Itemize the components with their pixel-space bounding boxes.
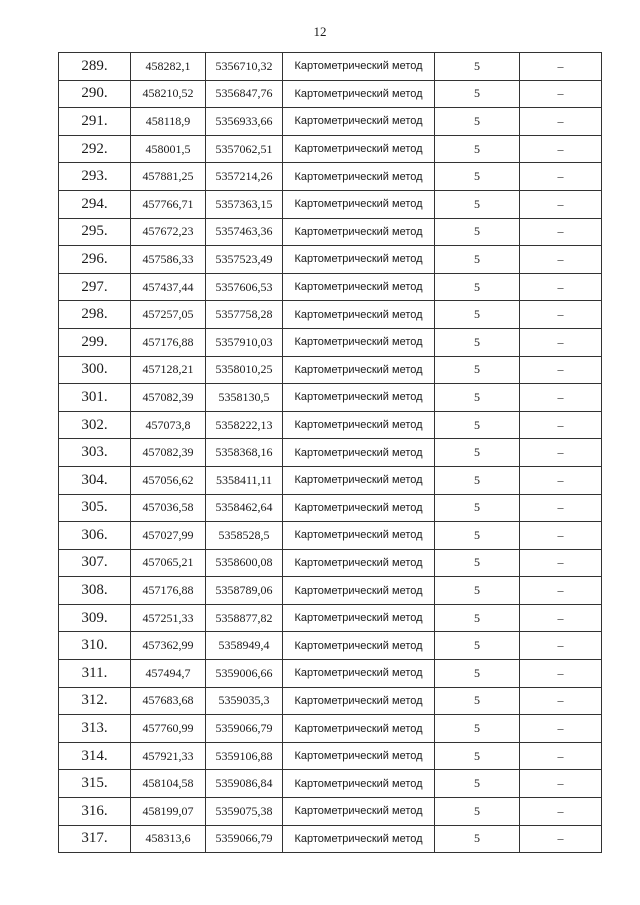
coordinate-y: 5356710,32 bbox=[206, 53, 283, 81]
coordinate-y: 5358949,4 bbox=[206, 632, 283, 660]
accuracy-value: 5 bbox=[435, 687, 520, 715]
coordinate-y: 5359035,3 bbox=[206, 687, 283, 715]
coordinate-y: 5357758,28 bbox=[206, 301, 283, 329]
accuracy-value: 5 bbox=[435, 108, 520, 136]
coordinate-y: 5358600,08 bbox=[206, 549, 283, 577]
coordinate-y: 5356933,66 bbox=[206, 108, 283, 136]
point-number: 290. bbox=[59, 80, 131, 108]
point-number: 289. bbox=[59, 53, 131, 81]
note-cell: – bbox=[520, 411, 602, 439]
note-cell: – bbox=[520, 80, 602, 108]
point-number: 297. bbox=[59, 273, 131, 301]
accuracy-value: 5 bbox=[435, 715, 520, 743]
table-row bbox=[59, 660, 602, 688]
table-row bbox=[59, 577, 602, 605]
accuracy-value: 5 bbox=[435, 632, 520, 660]
coordinate-y: 5359075,38 bbox=[206, 798, 283, 826]
table-row bbox=[59, 522, 602, 550]
accuracy-value: 5 bbox=[435, 135, 520, 163]
coordinate-x: 457766,71 bbox=[131, 190, 206, 218]
accuracy-value: 5 bbox=[435, 218, 520, 246]
point-number: 305. bbox=[59, 494, 131, 522]
determination-method: Картометрический метод bbox=[283, 798, 435, 826]
coordinates-table bbox=[58, 52, 602, 853]
table-row bbox=[59, 742, 602, 770]
coordinate-y: 5358010,25 bbox=[206, 356, 283, 384]
table-row bbox=[59, 411, 602, 439]
note-cell: – bbox=[520, 577, 602, 605]
note-cell: – bbox=[520, 108, 602, 136]
note-cell: – bbox=[520, 825, 602, 853]
point-number: 304. bbox=[59, 466, 131, 494]
accuracy-value: 5 bbox=[435, 577, 520, 605]
coordinate-x: 457082,39 bbox=[131, 439, 206, 467]
table-row bbox=[59, 301, 602, 329]
point-number: 314. bbox=[59, 742, 131, 770]
determination-method: Картометрический метод bbox=[283, 715, 435, 743]
determination-method: Картометрический метод bbox=[283, 356, 435, 384]
accuracy-value: 5 bbox=[435, 522, 520, 550]
note-cell: – bbox=[520, 246, 602, 274]
determination-method: Картометрический метод bbox=[283, 660, 435, 688]
note-cell: – bbox=[520, 687, 602, 715]
note-cell: – bbox=[520, 163, 602, 191]
accuracy-value: 5 bbox=[435, 770, 520, 798]
coordinate-y: 5358528,5 bbox=[206, 522, 283, 550]
accuracy-value: 5 bbox=[435, 798, 520, 826]
table-row bbox=[59, 466, 602, 494]
point-number: 302. bbox=[59, 411, 131, 439]
coordinate-y: 5356847,76 bbox=[206, 80, 283, 108]
table-row bbox=[59, 356, 602, 384]
determination-method: Картометрический метод bbox=[283, 577, 435, 605]
table-row bbox=[59, 439, 602, 467]
determination-method: Картометрический метод bbox=[283, 632, 435, 660]
coordinate-x: 458104,58 bbox=[131, 770, 206, 798]
accuracy-value: 5 bbox=[435, 356, 520, 384]
determination-method: Картометрический метод bbox=[283, 328, 435, 356]
point-number: 293. bbox=[59, 163, 131, 191]
note-cell: – bbox=[520, 218, 602, 246]
table-row bbox=[59, 273, 602, 301]
table-row bbox=[59, 715, 602, 743]
point-number: 300. bbox=[59, 356, 131, 384]
note-cell: – bbox=[520, 798, 602, 826]
table-row bbox=[59, 604, 602, 632]
determination-method: Картометрический метод bbox=[283, 522, 435, 550]
coordinate-x: 457176,88 bbox=[131, 577, 206, 605]
coordinate-y: 5357062,51 bbox=[206, 135, 283, 163]
coordinate-y: 5359066,79 bbox=[206, 715, 283, 743]
note-cell: – bbox=[520, 604, 602, 632]
point-number: 308. bbox=[59, 577, 131, 605]
coordinate-y: 5357214,26 bbox=[206, 163, 283, 191]
table-row bbox=[59, 770, 602, 798]
determination-method: Картометрический метод bbox=[283, 742, 435, 770]
coordinate-x: 458313,6 bbox=[131, 825, 206, 853]
accuracy-value: 5 bbox=[435, 328, 520, 356]
determination-method: Картометрический метод bbox=[283, 218, 435, 246]
point-number: 296. bbox=[59, 246, 131, 274]
table-row bbox=[59, 218, 602, 246]
point-number: 312. bbox=[59, 687, 131, 715]
table-row bbox=[59, 825, 602, 853]
accuracy-value: 5 bbox=[435, 384, 520, 412]
determination-method: Картометрический метод bbox=[283, 549, 435, 577]
coordinate-x: 457683,68 bbox=[131, 687, 206, 715]
determination-method: Картометрический метод bbox=[283, 687, 435, 715]
coordinate-x: 457176,88 bbox=[131, 328, 206, 356]
determination-method: Картометрический метод bbox=[283, 384, 435, 412]
table-row bbox=[59, 53, 602, 81]
determination-method: Картометрический метод bbox=[283, 163, 435, 191]
coordinate-x: 458001,5 bbox=[131, 135, 206, 163]
point-number: 313. bbox=[59, 715, 131, 743]
table-row bbox=[59, 246, 602, 274]
determination-method: Картометрический метод bbox=[283, 466, 435, 494]
point-number: 317. bbox=[59, 825, 131, 853]
coordinate-y: 5357463,36 bbox=[206, 218, 283, 246]
note-cell: – bbox=[520, 328, 602, 356]
note-cell: – bbox=[520, 273, 602, 301]
coordinate-x: 457437,44 bbox=[131, 273, 206, 301]
table-row bbox=[59, 135, 602, 163]
determination-method: Картометрический метод bbox=[283, 80, 435, 108]
table-row bbox=[59, 190, 602, 218]
determination-method: Картометрический метод bbox=[283, 770, 435, 798]
coordinate-y: 5359086,84 bbox=[206, 770, 283, 798]
determination-method: Картометрический метод bbox=[283, 494, 435, 522]
coordinate-x: 457586,33 bbox=[131, 246, 206, 274]
table-row bbox=[59, 798, 602, 826]
point-number: 303. bbox=[59, 439, 131, 467]
note-cell: – bbox=[520, 770, 602, 798]
table-row bbox=[59, 632, 602, 660]
coordinate-x: 457082,39 bbox=[131, 384, 206, 412]
table-row bbox=[59, 328, 602, 356]
note-cell: – bbox=[520, 742, 602, 770]
point-number: 306. bbox=[59, 522, 131, 550]
coordinate-x: 457251,33 bbox=[131, 604, 206, 632]
accuracy-value: 5 bbox=[435, 273, 520, 301]
coordinate-x: 457672,23 bbox=[131, 218, 206, 246]
note-cell: – bbox=[520, 715, 602, 743]
determination-method: Картометрический метод bbox=[283, 273, 435, 301]
coordinate-x: 457036,58 bbox=[131, 494, 206, 522]
note-cell: – bbox=[520, 522, 602, 550]
note-cell: – bbox=[520, 135, 602, 163]
point-number: 295. bbox=[59, 218, 131, 246]
coordinate-x: 457760,99 bbox=[131, 715, 206, 743]
accuracy-value: 5 bbox=[435, 660, 520, 688]
accuracy-value: 5 bbox=[435, 604, 520, 632]
accuracy-value: 5 bbox=[435, 466, 520, 494]
point-number: 310. bbox=[59, 632, 131, 660]
coordinate-y: 5357523,49 bbox=[206, 246, 283, 274]
coordinate-y: 5358462,64 bbox=[206, 494, 283, 522]
coordinate-y: 5359006,66 bbox=[206, 660, 283, 688]
coordinate-y: 5358368,16 bbox=[206, 439, 283, 467]
point-number: 292. bbox=[59, 135, 131, 163]
determination-method: Картометрический метод bbox=[283, 135, 435, 163]
determination-method: Картометрический метод bbox=[283, 825, 435, 853]
determination-method: Картометрический метод bbox=[283, 439, 435, 467]
accuracy-value: 5 bbox=[435, 742, 520, 770]
table-row bbox=[59, 80, 602, 108]
accuracy-value: 5 bbox=[435, 494, 520, 522]
accuracy-value: 5 bbox=[435, 190, 520, 218]
coordinate-x: 457881,25 bbox=[131, 163, 206, 191]
determination-method: Картометрический метод bbox=[283, 190, 435, 218]
point-number: 301. bbox=[59, 384, 131, 412]
coordinate-y: 5358222,13 bbox=[206, 411, 283, 439]
coordinate-y: 5358789,06 bbox=[206, 577, 283, 605]
note-cell: – bbox=[520, 549, 602, 577]
coordinate-x: 457128,21 bbox=[131, 356, 206, 384]
coordinates-table-body bbox=[59, 53, 602, 853]
note-cell: – bbox=[520, 301, 602, 329]
determination-method: Картометрический метод bbox=[283, 53, 435, 81]
accuracy-value: 5 bbox=[435, 163, 520, 191]
coordinate-x: 457073,8 bbox=[131, 411, 206, 439]
coordinate-y: 5359066,79 bbox=[206, 825, 283, 853]
point-number: 309. bbox=[59, 604, 131, 632]
table-row bbox=[59, 384, 602, 412]
accuracy-value: 5 bbox=[435, 549, 520, 577]
coordinate-x: 457362,99 bbox=[131, 632, 206, 660]
page-number: 12 bbox=[313, 24, 327, 39]
table-row bbox=[59, 163, 602, 191]
table-row bbox=[59, 687, 602, 715]
coordinate-y: 5357910,03 bbox=[206, 328, 283, 356]
note-cell: – bbox=[520, 384, 602, 412]
coordinate-x: 457056,62 bbox=[131, 466, 206, 494]
point-number: 294. bbox=[59, 190, 131, 218]
point-number: 311. bbox=[59, 660, 131, 688]
accuracy-value: 5 bbox=[435, 246, 520, 274]
accuracy-value: 5 bbox=[435, 301, 520, 329]
point-number: 307. bbox=[59, 549, 131, 577]
determination-method: Картометрический метод bbox=[283, 411, 435, 439]
note-cell: – bbox=[520, 439, 602, 467]
coordinate-x: 458199,07 bbox=[131, 798, 206, 826]
coordinate-x: 457257,05 bbox=[131, 301, 206, 329]
coordinate-y: 5359106,88 bbox=[206, 742, 283, 770]
coordinate-y: 5357606,53 bbox=[206, 273, 283, 301]
coordinate-y: 5358877,82 bbox=[206, 604, 283, 632]
coordinate-y: 5358411,11 bbox=[206, 466, 283, 494]
note-cell: – bbox=[520, 53, 602, 81]
note-cell: – bbox=[520, 494, 602, 522]
point-number: 316. bbox=[59, 798, 131, 826]
coordinate-y: 5358130,5 bbox=[206, 384, 283, 412]
determination-method: Картометрический метод bbox=[283, 246, 435, 274]
accuracy-value: 5 bbox=[435, 411, 520, 439]
note-cell: – bbox=[520, 632, 602, 660]
accuracy-value: 5 bbox=[435, 53, 520, 81]
note-cell: – bbox=[520, 190, 602, 218]
table-row bbox=[59, 108, 602, 136]
note-cell: – bbox=[520, 660, 602, 688]
coordinate-x: 458118,9 bbox=[131, 108, 206, 136]
accuracy-value: 5 bbox=[435, 439, 520, 467]
accuracy-value: 5 bbox=[435, 825, 520, 853]
accuracy-value: 5 bbox=[435, 80, 520, 108]
coordinate-y: 5357363,15 bbox=[206, 190, 283, 218]
determination-method: Картометрический метод bbox=[283, 604, 435, 632]
determination-method: Картометрический метод bbox=[283, 301, 435, 329]
coordinate-x: 457921,33 bbox=[131, 742, 206, 770]
coordinate-x: 458210,52 bbox=[131, 80, 206, 108]
note-cell: – bbox=[520, 466, 602, 494]
table-row bbox=[59, 549, 602, 577]
coordinate-x: 457494,7 bbox=[131, 660, 206, 688]
determination-method: Картометрический метод bbox=[283, 108, 435, 136]
point-number: 315. bbox=[59, 770, 131, 798]
coordinate-x: 457065,21 bbox=[131, 549, 206, 577]
point-number: 299. bbox=[59, 328, 131, 356]
point-number: 291. bbox=[59, 108, 131, 136]
coordinate-x: 458282,1 bbox=[131, 53, 206, 81]
coordinate-x: 457027,99 bbox=[131, 522, 206, 550]
table-row bbox=[59, 494, 602, 522]
note-cell: – bbox=[520, 356, 602, 384]
point-number: 298. bbox=[59, 301, 131, 329]
